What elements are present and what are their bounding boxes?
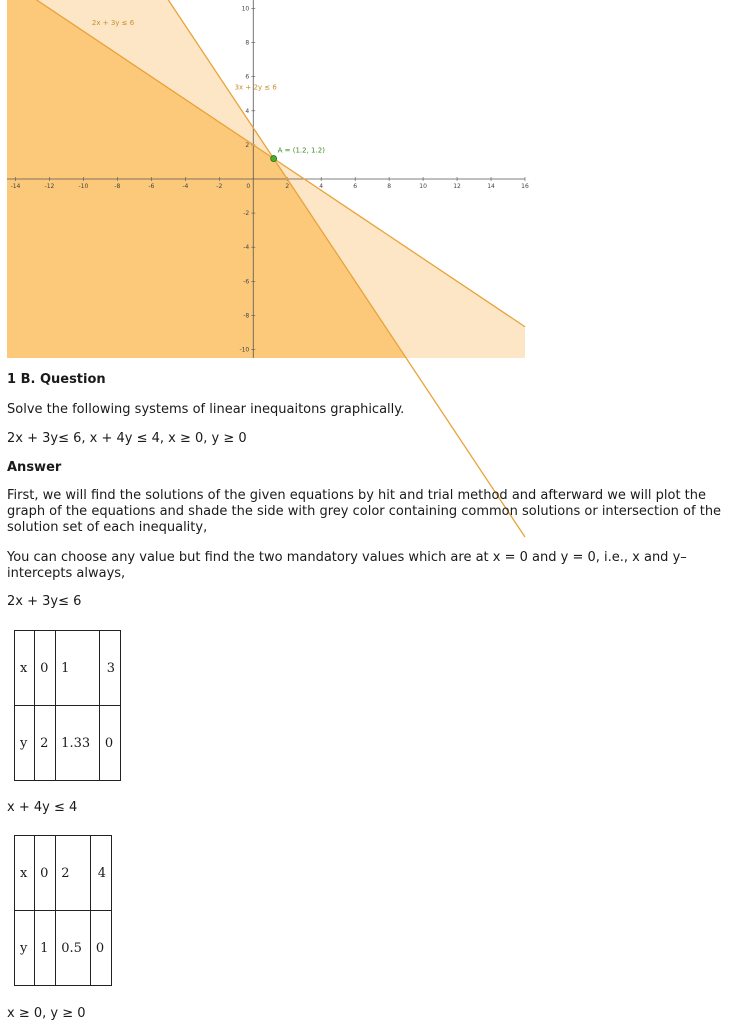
tick-label: 4 — [319, 183, 324, 190]
table-cell: y — [15, 911, 35, 986]
tick-label: -6 — [243, 278, 250, 286]
tick-label: -2 — [243, 210, 250, 218]
table-cell: x — [15, 631, 35, 706]
tick-label: 8 — [387, 183, 392, 190]
table-cell: y — [15, 706, 35, 781]
tick-label: 0 — [246, 183, 251, 190]
inequality-3: x ≥ 0, y ≥ 0 — [7, 1006, 86, 1021]
table-cell: 2 — [56, 836, 91, 911]
tick-label: -14 — [10, 183, 21, 190]
point-label: A = (1.2, 1.2) — [277, 146, 325, 155]
tick-label: -8 — [114, 183, 121, 190]
table-cell: 0 — [99, 706, 120, 781]
question-heading: 1 B. Question — [7, 372, 106, 387]
table-row — [15, 706, 121, 781]
tick-label: 4 — [245, 107, 250, 115]
tick-label: 8 — [245, 39, 250, 47]
tick-label: -10 — [239, 346, 250, 354]
tick-label: -10 — [78, 183, 89, 190]
tick-label: -8 — [243, 312, 250, 320]
answer-paragraph-1: First, we will find the solutions of the given equations by hit and trial method and afterward we will plot the graph of the equations and shade the side with grey color containing common solutions or intersection of the solution set of each inequality, — [7, 488, 722, 535]
inequality-1: 2x + 3y≤ 6 — [7, 594, 82, 609]
intersection-point — [271, 156, 277, 162]
values-table-1 — [14, 630, 121, 781]
table-row — [15, 836, 112, 911]
values-table-2 — [14, 835, 112, 986]
table-cell: 0 — [35, 836, 56, 911]
tick-label: 10 — [241, 5, 250, 13]
tick-label: 6 — [353, 183, 358, 190]
tick-label: 2 — [285, 183, 290, 190]
table-cell: 1 — [56, 631, 100, 706]
tick-label: -6 — [148, 183, 155, 190]
tick-label: 14 — [487, 183, 495, 190]
tick-label: -4 — [243, 244, 250, 252]
intersection-point-group — [271, 147, 326, 162]
tick-label: 6 — [245, 73, 250, 81]
table-cell: 0 — [35, 631, 56, 706]
tick-label: -4 — [182, 183, 189, 190]
answer-heading: Answer — [7, 460, 62, 475]
table-row — [15, 911, 112, 986]
answer-paragraph-2: You can choose any value but find the two mandatory values which are at x = 0 and y = 0, i.e., x and y–intercepts always, — [7, 550, 687, 581]
question-prompt: Solve the following systems of linear inequaitons graphically. — [7, 402, 405, 417]
line-label-1: 2x + 3y ≤ 6 — [91, 19, 135, 28]
inequality-graph — [7, 0, 529, 358]
table-cell: 0.5 — [56, 911, 91, 986]
table-row — [15, 631, 121, 706]
table-cell: 2 — [35, 706, 56, 781]
line-label-2: 3x + 2y ≤ 6 — [234, 83, 277, 92]
tick-label: -2 — [216, 183, 223, 190]
table-cell: 1 — [35, 911, 56, 986]
question-system: 2x + 3y≤ 6, x + 4y ≤ 4, x ≥ 0, y ≥ 0 — [7, 431, 247, 446]
tick-label: 16 — [521, 183, 529, 190]
inequality-2: x + 4y ≤ 4 — [7, 800, 78, 815]
table-cell: 3 — [99, 631, 120, 706]
tick-label: -12 — [44, 183, 55, 190]
table-cell: 0 — [90, 911, 111, 986]
table-cell: x — [15, 836, 35, 911]
table-cell: 4 — [90, 836, 111, 911]
tick-label: 10 — [419, 183, 427, 190]
tick-label: 12 — [453, 183, 461, 190]
tick-label: 2 — [245, 141, 250, 149]
table-cell: 1.33 — [56, 706, 100, 781]
